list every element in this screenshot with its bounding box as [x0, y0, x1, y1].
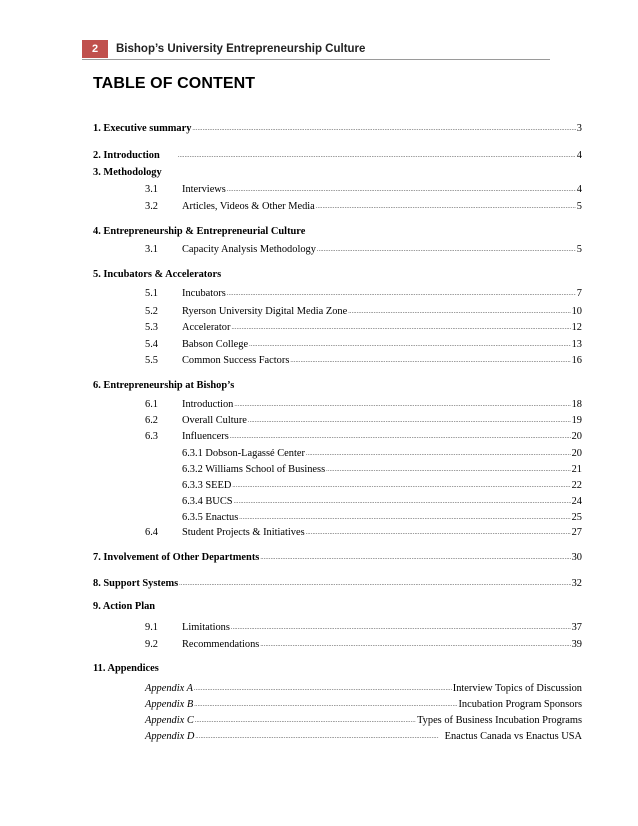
- toc-entry-label: 6.3.4 BUCS: [182, 496, 233, 507]
- toc-entry-page: 3: [576, 123, 582, 134]
- toc-entry-label: Student Projects & Initiatives: [182, 527, 305, 538]
- toc-entry-bucs[interactable]: [182, 494, 582, 508]
- header-rule: [82, 59, 550, 60]
- toc-entry-recommendations[interactable]: [182, 637, 582, 651]
- toc-heading-methodology[interactable]: 3. Methodology: [93, 167, 162, 178]
- toc-entry-number: 5.2: [145, 306, 158, 317]
- toc-entry-influencers[interactable]: [182, 429, 582, 443]
- toc-entry-number: 5.4: [145, 339, 158, 350]
- toc-entry-page: 20: [571, 431, 582, 442]
- leader-dots: [232, 482, 570, 492]
- toc-entry-page: 39: [571, 639, 582, 650]
- toc-entry-enactus[interactable]: [182, 510, 582, 524]
- toc-entry-page: 18: [571, 399, 582, 410]
- toc-entry-page: 25: [571, 512, 582, 523]
- toc-entry-label: Influencers: [182, 431, 229, 442]
- toc-entry-label: 2. Introduction: [93, 150, 160, 161]
- toc-entry-number: 5.1: [145, 288, 158, 299]
- appendix-title: Enactus Canada vs Enactus USA: [444, 731, 582, 742]
- leader-dots: [227, 290, 576, 300]
- leader-dots: [192, 125, 575, 135]
- toc-entry-success-factors[interactable]: [182, 353, 582, 367]
- leader-dots: [306, 529, 571, 539]
- appendix-label: Appendix D: [145, 731, 195, 742]
- toc-heading-action-plan[interactable]: 9. Action Plan: [93, 601, 156, 612]
- toc-entry-label: Ryerson University Digital Media Zone: [182, 306, 348, 317]
- appendix-label: Appendix B: [145, 699, 194, 710]
- toc-entry-page: 27: [571, 527, 582, 538]
- leader-dots: [195, 733, 438, 743]
- toc-entry-number: 3.1: [145, 244, 158, 255]
- toc-entry-student-projects[interactable]: [182, 525, 582, 539]
- appendix-label: Appendix A: [145, 683, 193, 694]
- toc-entry-introduction[interactable]: [93, 148, 582, 162]
- toc-entry-seed[interactable]: [182, 478, 582, 492]
- toc-heading-entrepreneurship[interactable]: 4. Entrepreneurship & Entrepreneurial Culture: [93, 226, 306, 237]
- toc-entry-page: 21: [571, 464, 582, 475]
- toc-entry-label: Limitations: [182, 622, 230, 633]
- toc-entry-number: 5.3: [145, 322, 158, 333]
- toc-entry-page: 22: [571, 480, 582, 491]
- leader-dots: [234, 401, 570, 411]
- leader-dots: [306, 450, 571, 460]
- toc-entry-label: 7. Involvement of Other Departments: [93, 552, 260, 563]
- toc-entry-page: 7: [576, 288, 582, 299]
- toc-entry-page: 32: [571, 578, 582, 589]
- leader-dots: [316, 203, 576, 213]
- toc-entry-label: Introduction: [182, 399, 234, 410]
- toc-entry-label: Recommendations: [182, 639, 260, 650]
- toc-entry-label: Overall Culture: [182, 415, 247, 426]
- toc-entry-executive-summary[interactable]: [93, 121, 582, 135]
- toc-entry-page: 30: [571, 552, 582, 563]
- toc-entry-capacity-analysis[interactable]: [182, 242, 582, 256]
- leader-dots: [231, 624, 571, 634]
- toc-entry-number: 9.2: [145, 639, 158, 650]
- toc-entry-label: Babson College: [182, 339, 249, 350]
- toc-entry-williams-school[interactable]: [182, 462, 582, 476]
- toc-entry-number: 3.1: [145, 184, 158, 195]
- toc-entry-page: 10: [571, 306, 582, 317]
- toc-entry-page: 4: [576, 150, 582, 161]
- toc-entry-page: 20: [571, 448, 582, 459]
- toc-entry-limitations[interactable]: [182, 620, 582, 634]
- leader-dots: [179, 580, 570, 590]
- leader-dots: [348, 308, 570, 318]
- toc-entry-appendix-b[interactable]: [145, 697, 582, 711]
- toc-entry-page: 37: [571, 622, 582, 633]
- toc-entry-number: 6.1: [145, 399, 158, 410]
- toc-entry-appendix-d[interactable]: [145, 729, 582, 743]
- toc-entry-label: 1. Executive summary: [93, 123, 192, 134]
- page-header: [82, 40, 550, 62]
- leader-dots: [234, 498, 571, 508]
- toc-entry-ryerson[interactable]: [182, 304, 582, 318]
- toc-heading-incubators[interactable]: 5. Incubators & Accelerators: [93, 269, 222, 280]
- toc-entry-appendix-c[interactable]: [145, 713, 582, 727]
- appendix-title: Interview Topics of Discussion: [452, 683, 582, 694]
- toc-heading-appendices[interactable]: 11. Appendices: [93, 663, 159, 674]
- toc-entry-label: 8. Support Systems: [93, 578, 179, 589]
- toc-heading-bishops[interactable]: 6. Entrepreneurship at Bishop’s: [93, 380, 235, 391]
- toc-entry-page: 5: [576, 244, 582, 255]
- toc-entry-label: 6.3.3 SEED: [182, 480, 232, 491]
- toc-entry-bishops-introduction[interactable]: [182, 397, 582, 411]
- toc-entry-number: 3.2: [145, 201, 158, 212]
- leader-dots: [194, 701, 457, 711]
- toc-entry-page: 5: [576, 201, 582, 212]
- appendix-title: Types of Business Incubation Programs: [417, 715, 582, 726]
- toc-entry-page: 4: [576, 184, 582, 195]
- toc-entry-other-departments[interactable]: [93, 550, 582, 564]
- toc-entry-number: 6.4: [145, 527, 158, 538]
- leader-dots: [326, 466, 570, 476]
- toc-entry-support-systems[interactable]: [93, 576, 582, 590]
- leader-dots: [178, 152, 576, 162]
- leader-dots: [290, 357, 570, 367]
- toc-entry-page: 13: [571, 339, 582, 350]
- toc-entry-incubators[interactable]: [182, 286, 582, 300]
- toc-entry-label: Accelerator: [182, 322, 231, 333]
- toc-entry-label: 6.3.1 Dobson-Lagassé Center: [182, 448, 305, 459]
- toc-entry-label: 6.3.2 Williams School of Business: [182, 464, 326, 475]
- toc-entry-page: 16: [571, 355, 582, 366]
- leader-dots: [248, 417, 571, 427]
- toc-entry-label: Common Success Factors: [182, 355, 290, 366]
- toc-entry-articles-videos[interactable]: [182, 199, 582, 213]
- leader-dots: [230, 433, 571, 443]
- toc-entry-label: Capacity Analysis Methodology: [182, 244, 316, 255]
- page-number-badge: 2: [82, 40, 108, 58]
- leader-dots: [260, 641, 570, 651]
- toc-entry-number: 5.5: [145, 355, 158, 366]
- toc-entry-interviews[interactable]: [182, 182, 582, 196]
- leader-dots: [227, 186, 576, 196]
- toc-entry-label: Interviews: [182, 184, 226, 195]
- leader-dots: [194, 685, 452, 695]
- leader-dots: [195, 717, 416, 727]
- appendix-label: Appendix C: [145, 715, 194, 726]
- toc-entry-babson[interactable]: [182, 337, 582, 351]
- toc-entry-label: Incubators: [182, 288, 226, 299]
- appendix-title: Incubation Program Sponsors: [458, 699, 582, 710]
- toc-title: TABLE OF CONTENT: [93, 75, 256, 92]
- toc-entry-number: 6.3: [145, 431, 158, 442]
- toc-entry-label: 6.3.5 Enactus: [182, 512, 239, 523]
- toc-entry-number: 9.1: [145, 622, 158, 633]
- toc-entry-page: 12: [571, 322, 582, 333]
- toc-entry-overall-culture[interactable]: [182, 413, 582, 427]
- leader-dots: [231, 324, 570, 334]
- leader-dots: [239, 514, 570, 524]
- toc-entry-accelerator[interactable]: [182, 320, 582, 334]
- toc-entry-label: Articles, Videos & Other Media: [182, 201, 315, 212]
- toc-entry-page: 24: [571, 496, 582, 507]
- toc-entry-appendix-a[interactable]: [145, 681, 582, 695]
- leader-dots: [249, 341, 571, 351]
- toc-entry-dobson-lagasse[interactable]: [182, 446, 582, 460]
- document-title: Bishop’s University Entrepreneurship Culture: [116, 43, 366, 55]
- leader-dots: [260, 554, 570, 564]
- toc-entry-number: 6.2: [145, 415, 158, 426]
- leader-dots: [317, 246, 576, 256]
- toc-entry-page: 19: [571, 415, 582, 426]
